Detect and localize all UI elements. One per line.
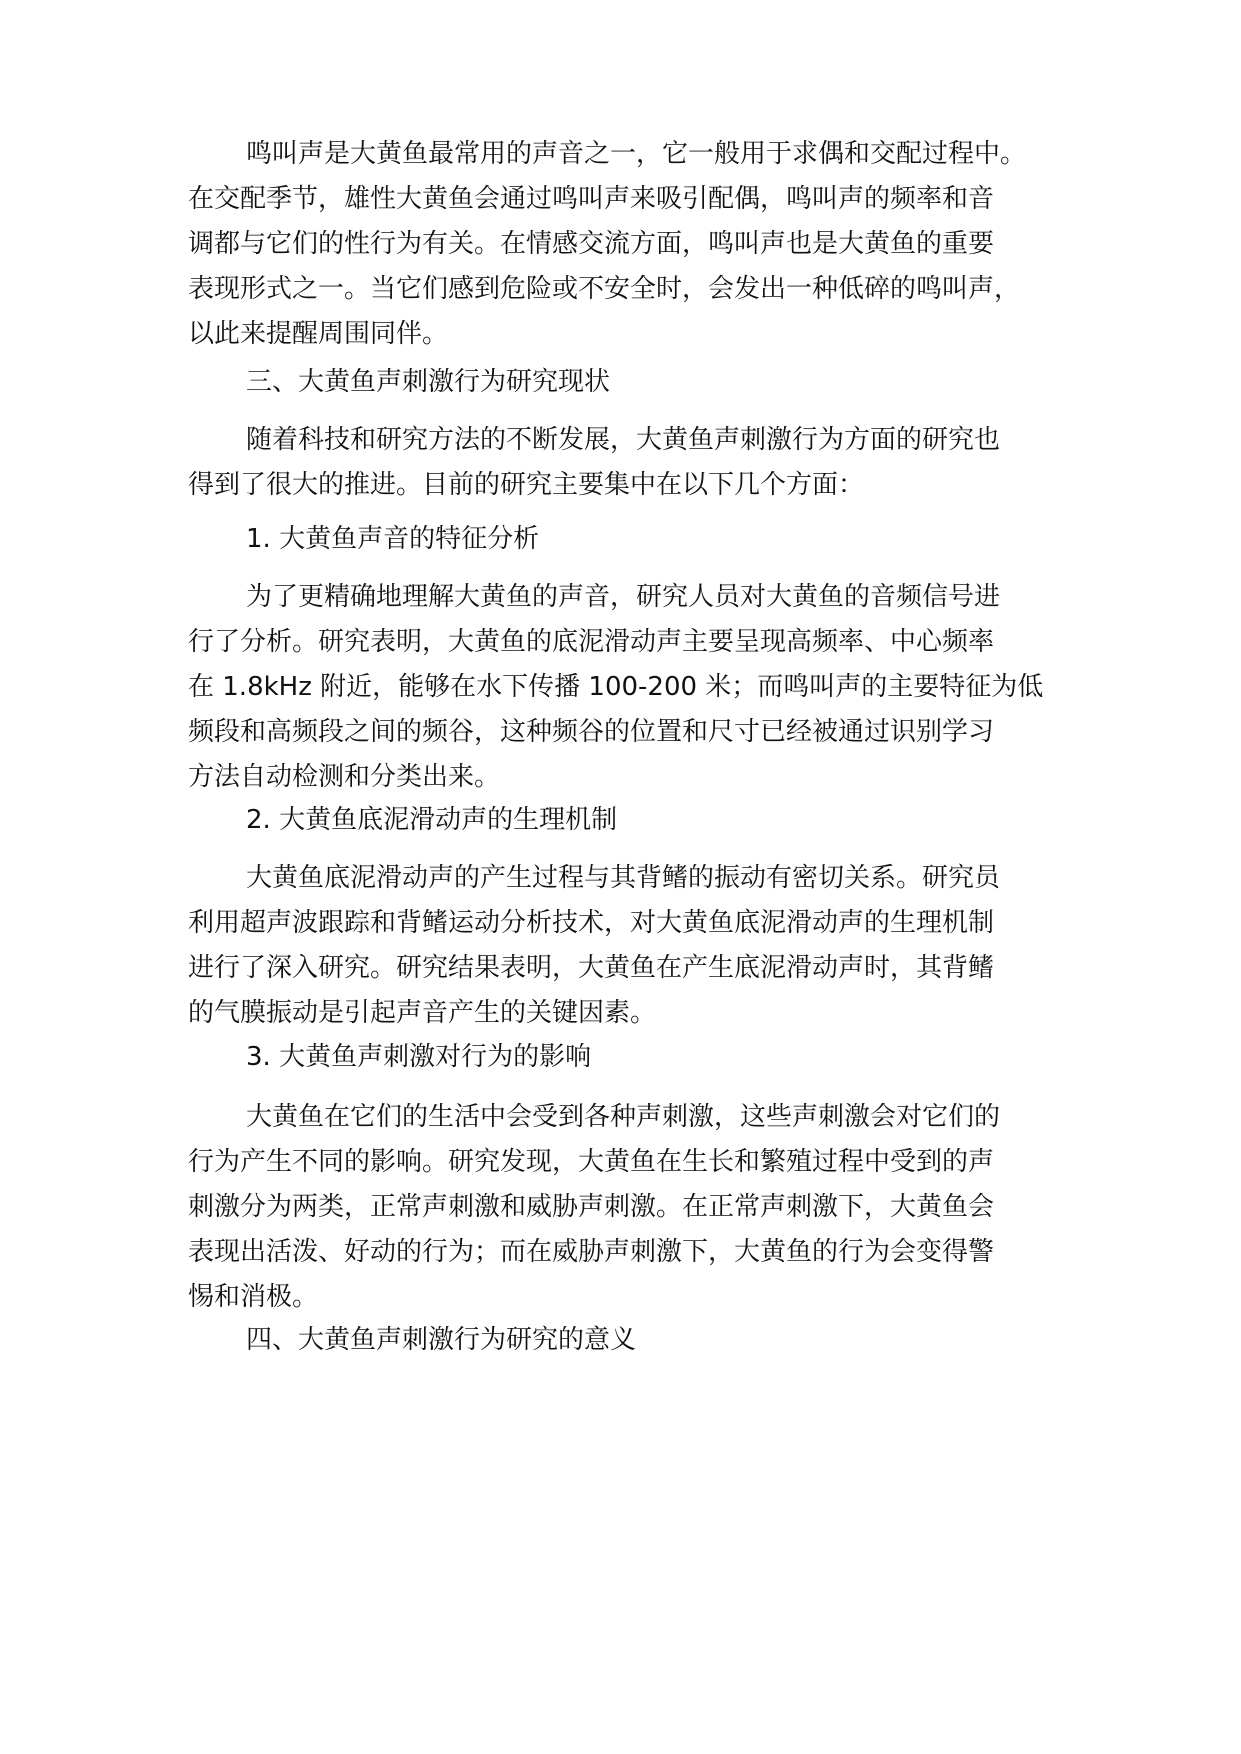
text-line: 为了更精确地理解大黄鱼的声音，研究人员对大黄鱼的音频信号进 [246, 582, 1001, 612]
subheading-sound-features: 1. 大黄鱼声音的特征分析 [246, 524, 540, 554]
section-heading-research-significance: 四、大黄鱼声刺激行为研究的意义 [246, 1325, 637, 1355]
text-line: 的气膜振动是引起声音产生的关键因素。 [188, 998, 657, 1028]
text-line: 调都与它们的性行为有关。在情感交流方面，鸣叫声也是大黄鱼的重要 [188, 229, 995, 259]
text-line: 大黄鱼在它们的生活中会受到各种声刺激，这些声刺激会对它们的 [246, 1102, 1001, 1132]
text-line: 表现形式之一。当它们感到危险或不安全时，会发出一种低碎的鸣叫声， [188, 274, 1021, 304]
text-line: 随着科技和研究方法的不断发展，大黄鱼声刺激行为方面的研究也 [246, 425, 1001, 455]
paragraph-behavior-impact [188, 1095, 1088, 1320]
paragraph-physiological-mechanism [188, 856, 1088, 1036]
text-line: 得到了很大的推进。目前的研究主要集中在以下几个方面： [188, 470, 865, 500]
paragraph-research-intro [188, 418, 1088, 508]
section-heading-research-status: 三、大黄鱼声刺激行为研究现状 [246, 367, 611, 397]
text-line: 以此来提醒周围同伴。 [188, 319, 449, 349]
text-line: 刺激分为两类，正常声刺激和威胁声刺激。在正常声刺激下，大黄鱼会 [188, 1192, 995, 1222]
text-line: 行为产生不同的影响。研究发现，大黄鱼在生长和繁殖过程中受到的声 [188, 1147, 995, 1177]
text-line: 频段和高频段之间的频谷，这种频谷的位置和尺寸已经被通过识别学习 [188, 717, 995, 747]
text-line: 惕和消极。 [188, 1282, 319, 1312]
text-line: 鸣叫声是大黄鱼最常用的声音之一，它一般用于求偶和交配过程中。 [246, 139, 1027, 169]
text-line: 利用超声波跟踪和背鳍运动分析技术，对大黄鱼底泥滑动声的生理机制 [188, 908, 995, 938]
text-line: 在 1.8kHz 附近，能够在水下传播 100-200 米；而鸣叫声的主要特征为低 [188, 672, 1044, 702]
text-line: 进行了深入研究。研究结果表明，大黄鱼在产生底泥滑动声时，其背鳍 [188, 953, 995, 983]
text-line: 方法自动检测和分类出来。 [188, 762, 501, 792]
subheading-physiological-mechanism: 2. 大黄鱼底泥滑动声的生理机制 [246, 805, 618, 835]
text-line: 行了分析。研究表明，大黄鱼的底泥滑动声主要呈现高频率、中心频率 [188, 627, 995, 657]
text-line: 在交配季节，雄性大黄鱼会通过鸣叫声来吸引配偶，鸣叫声的频率和音 [188, 184, 995, 214]
subheading-behavior-impact: 3. 大黄鱼声刺激对行为的影响 [246, 1042, 592, 1072]
paragraph-sound-features [188, 575, 1088, 800]
text-line: 表现出活泼、好动的行为；而在威胁声刺激下，大黄鱼的行为会变得警 [188, 1237, 995, 1267]
paragraph-chirping-sound [188, 132, 1088, 357]
text-line: 大黄鱼底泥滑动声的产生过程与其背鳍的振动有密切关系。研究员 [246, 863, 1001, 893]
